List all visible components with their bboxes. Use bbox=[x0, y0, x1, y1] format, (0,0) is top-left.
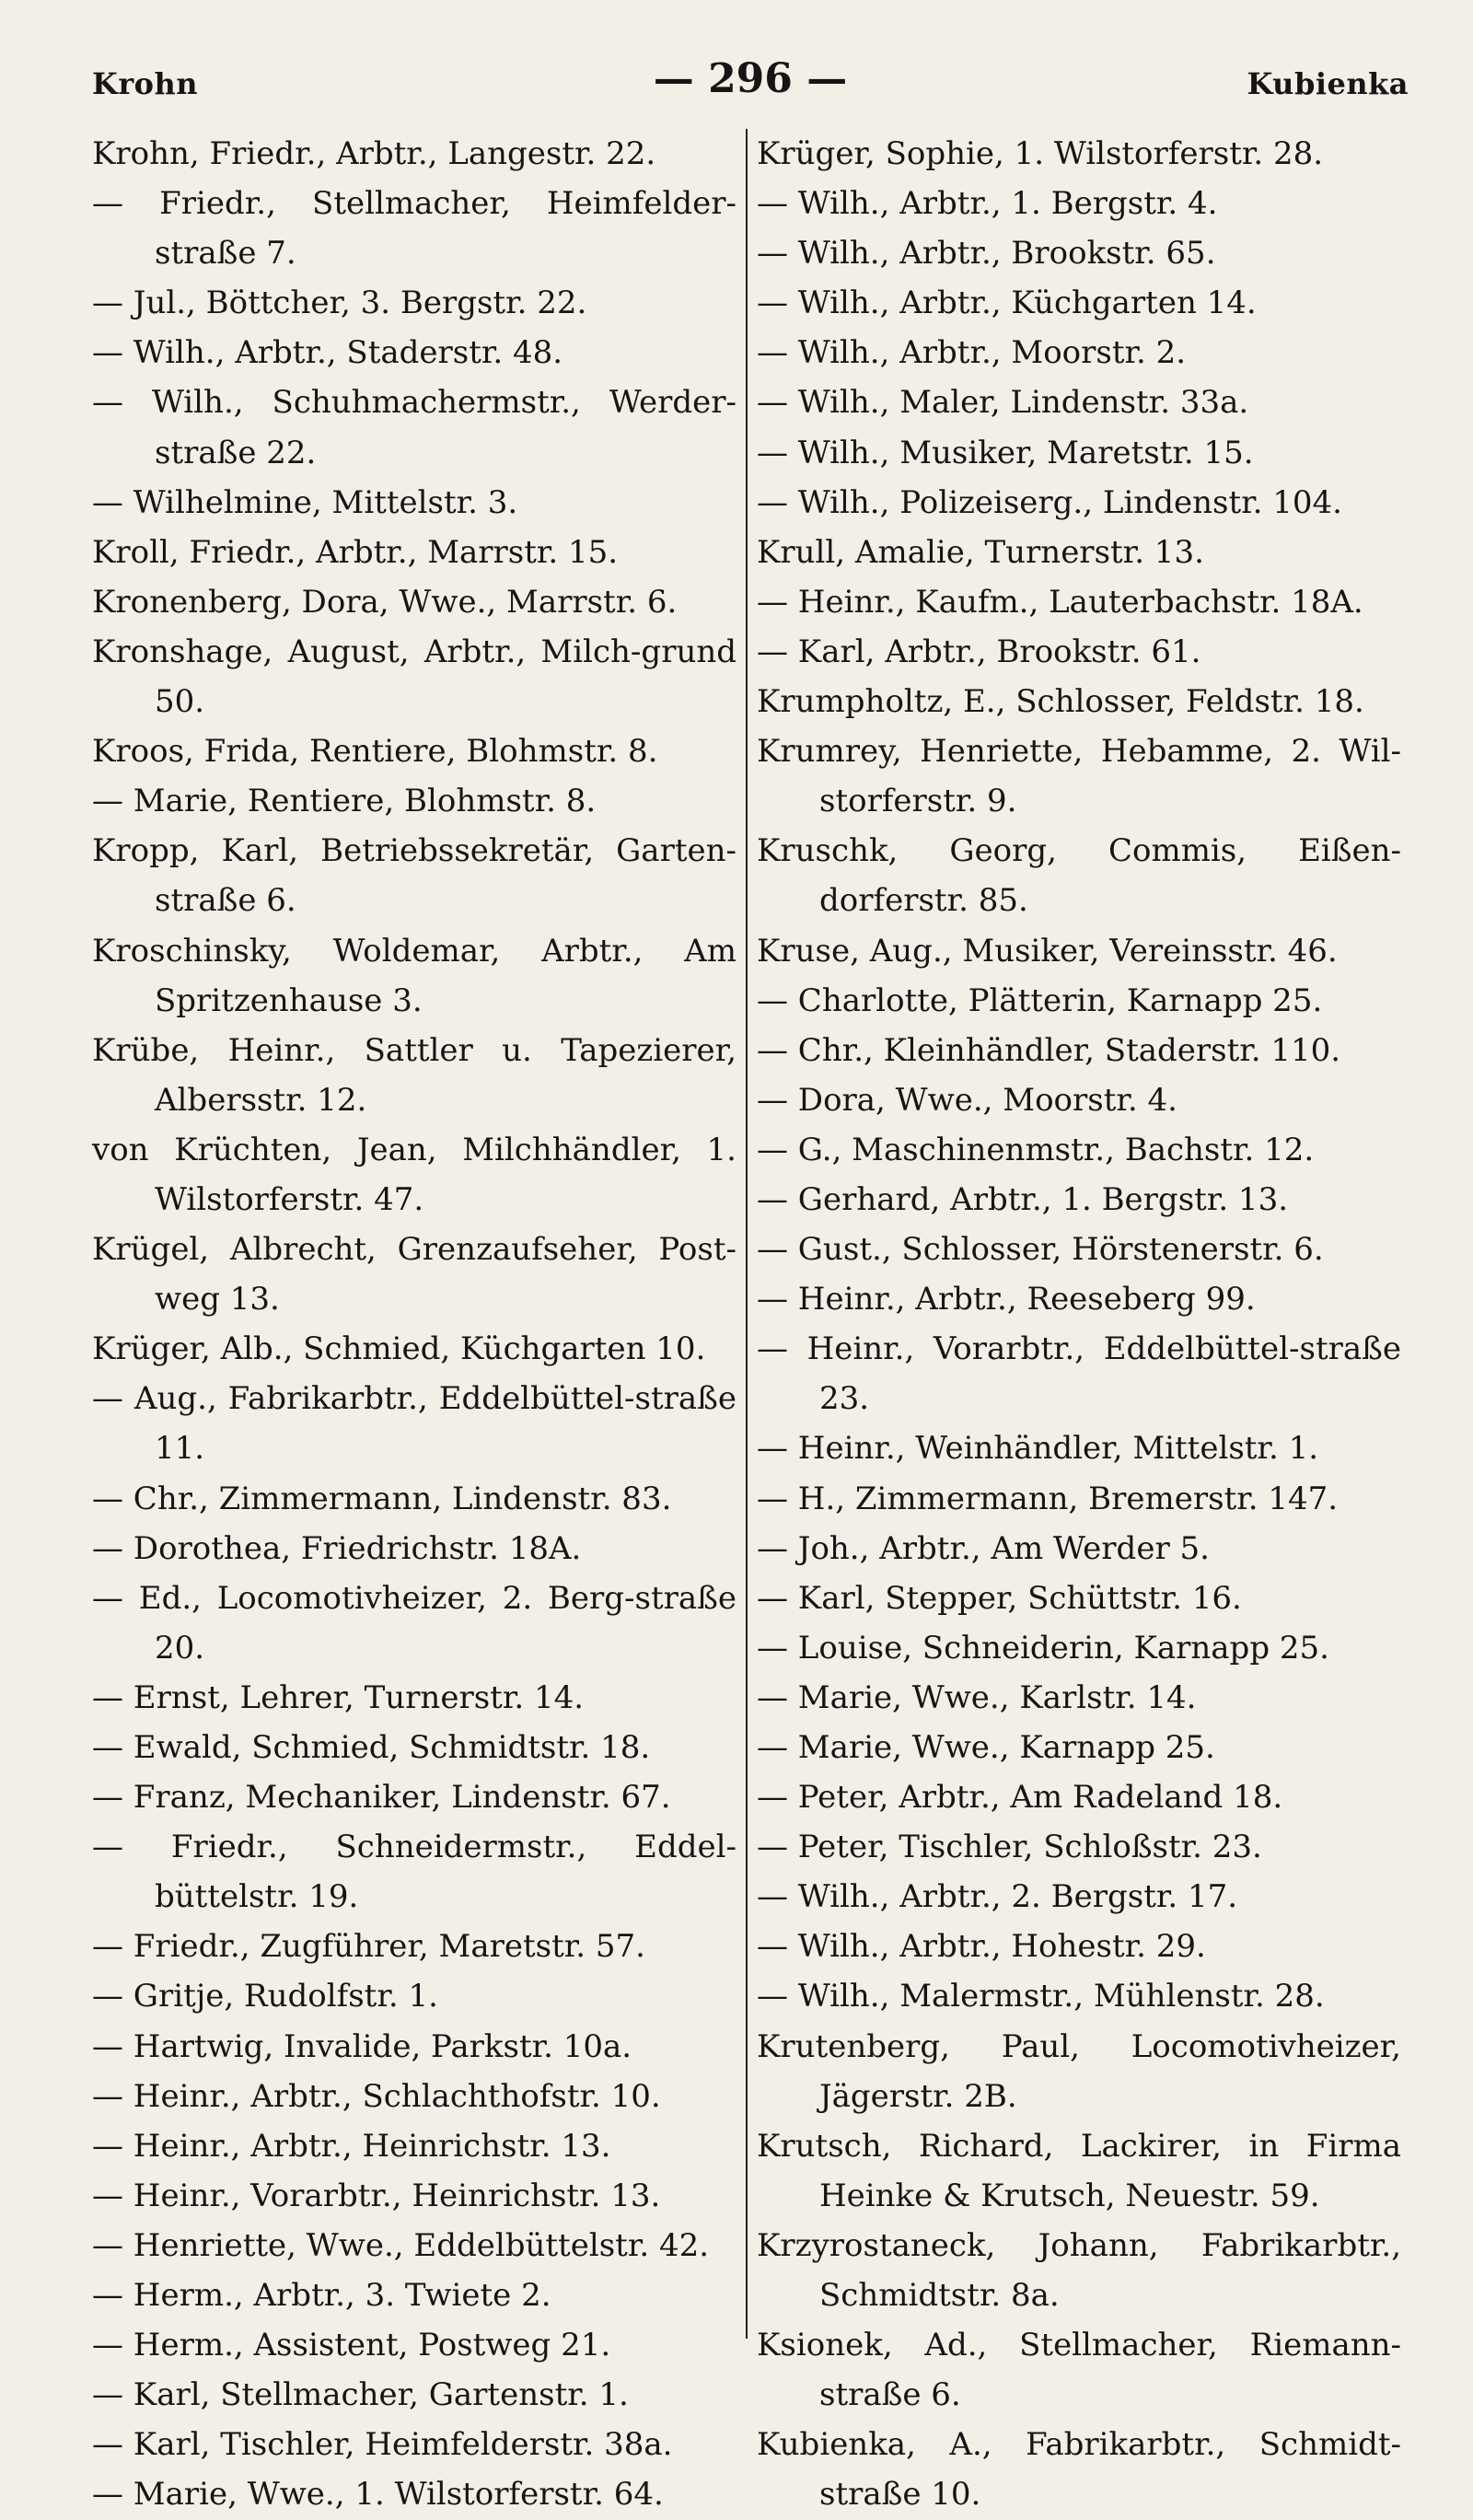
list-item: Krutenberg, Paul, Locomotivheizer, Jägerstr. 2B. bbox=[757, 2027, 1401, 2115]
list-item: — Karl, Stepper, Schüttstr. 16. bbox=[757, 1579, 1242, 1617]
list-item: — Gritje, Rudolfstr. 1. bbox=[92, 1978, 438, 2015]
list-item: Kronenberg, Dora, Wwe., Marrstr. 6. bbox=[92, 583, 678, 621]
list-item: — Chr., Kleinhändler, Staderstr. 110. bbox=[757, 1031, 1341, 1069]
list-item: — Dorothea, Friedrichstr. 18A. bbox=[92, 1529, 582, 1567]
list-item: — Wilh., Arbtr., Hohestr. 29. bbox=[757, 1928, 1206, 1966]
list-item: Kroschinsky, Woldemar, Arbtr., Am Spritzenhause 3. bbox=[92, 932, 736, 1019]
list-item: — Wilh., Arbtr., Küchgarten 14. bbox=[757, 285, 1257, 322]
list-item: Kruse, Aug., Musiker, Vereinsstr. 46. bbox=[757, 932, 1338, 970]
list-item: Krzyrostaneck, Johann, Fabrikarbtr., Schmidtstr. 8a. bbox=[757, 2226, 1401, 2315]
list-item: — Wilh., Polizeiserg., Lindenstr. 104. bbox=[757, 483, 1342, 521]
list-item: — Heinr., Kaufm., Lauterbachstr. 18A. bbox=[757, 583, 1363, 621]
directory-page bbox=[92, 55, 1409, 2514]
list-item: — Louise, Schneiderin, Karnapp 25. bbox=[757, 1629, 1329, 1666]
list-item: — H., Zimmermann, Bremerstr. 147. bbox=[757, 1480, 1339, 1517]
list-item: — Heinr., Arbtr., Heinrichstr. 13. bbox=[92, 2127, 611, 2165]
list-item: Krumpholtz, E., Schlosser, Feldstr. 18. bbox=[757, 683, 1364, 721]
right-column bbox=[757, 129, 1401, 2514]
list-item: — Jul., Böttcher, 3. Bergstr. 22. bbox=[92, 285, 587, 322]
list-item: Krutsch, Richard, Lackirer, in Firma Heinke & Krutsch, Neuestr. 59. bbox=[757, 2127, 1401, 2214]
list-item: — Aug., Fabrikarbtr., Eddelbüttel-straße 11. bbox=[92, 1380, 736, 1468]
list-item: Krügel, Albrecht, Grenzaufseher, Post-weg 13. bbox=[92, 1231, 736, 1318]
list-item: Kronshage, August, Arbtr., Milch-grund 50. bbox=[92, 633, 736, 721]
list-item: — Ewald, Schmied, Schmidtstr. 18. bbox=[92, 1729, 651, 1766]
list-item: — Charlotte, Plätterin, Karnapp 25. bbox=[757, 981, 1323, 1019]
list-item: — Chr., Zimmermann, Lindenstr. 83. bbox=[92, 1480, 672, 1517]
list-item: — Franz, Mechaniker, Lindenstr. 67. bbox=[92, 1779, 671, 1817]
list-item: — Friedr., Zugführer, Maretstr. 57. bbox=[92, 1928, 645, 1966]
list-item: — Marie, Wwe., Karlstr. 14. bbox=[757, 1678, 1197, 1716]
list-item: — Heinr., Weinhändler, Mittelstr. 1. bbox=[757, 1430, 1319, 1468]
list-item: Kroos, Frida, Rentiere, Blohmstr. 8. bbox=[92, 733, 658, 771]
list-item: Kropp, Karl, Betriebssekretär, Garten-straße 6. bbox=[92, 832, 736, 920]
list-item: — Karl, Arbtr., Brookstr. 61. bbox=[757, 633, 1201, 670]
list-item: — Dora, Wwe., Moorstr. 4. bbox=[757, 1081, 1177, 1119]
list-item: — Marie, Rentiere, Blohmstr. 8. bbox=[92, 783, 597, 820]
list-item: — Ed., Locomotivheizer, 2. Berg-straße 20. bbox=[92, 1579, 736, 1666]
list-item: — Herm., Assistent, Postweg 21. bbox=[92, 2327, 611, 2364]
list-item: — Wilh., Arbtr., Brookstr. 65. bbox=[757, 235, 1216, 273]
list-item: — Wilh., Arbtr., Staderstr. 48. bbox=[92, 334, 563, 372]
list-item: — Gust., Schlosser, Hörstenerstr. 6. bbox=[757, 1231, 1324, 1269]
list-item: Ksionek, Ad., Stellmacher, Riemann-straße 6. bbox=[757, 2327, 1401, 2414]
list-item: — Joh., Arbtr., Am Werder 5. bbox=[757, 1529, 1210, 1567]
list-item: — Friedr., Stellmacher, Heimfelder-straße 7. bbox=[92, 185, 736, 273]
list-item: — Gerhard, Arbtr., 1. Bergstr. 13. bbox=[757, 1180, 1289, 1218]
page-number: — 296 — bbox=[653, 55, 848, 102]
list-item: — Herm., Arbtr., 3. Twiete 2. bbox=[92, 2277, 551, 2315]
list-item: — Marie, Wwe., Karnapp 25. bbox=[757, 1729, 1215, 1766]
list-item: — Ernst, Lehrer, Turnerstr. 14. bbox=[92, 1678, 585, 1716]
column-divider bbox=[746, 129, 748, 2339]
list-item: — Friedr., Schneidermstr., Eddel-büttelstr. 19. bbox=[92, 1829, 736, 1916]
list-item: — Marie, Wwe., 1. Wilstorferstr. 64. bbox=[92, 2476, 664, 2514]
list-item: — Henriette, Wwe., Eddelbüttelstr. 42. bbox=[92, 2226, 710, 2264]
list-item: Krumrey, Henriette, Hebamme, 2. Wil-storferstr. 9. bbox=[757, 733, 1401, 820]
list-item: — Wilh., Arbtr., Moorstr. 2. bbox=[757, 334, 1187, 372]
list-item: Kroll, Friedr., Arbtr., Marrstr. 15. bbox=[92, 533, 619, 571]
list-item: — G., Maschinenmstr., Bachstr. 12. bbox=[757, 1131, 1315, 1168]
list-item: — Wilh., Musiker, Maretstr. 15. bbox=[757, 434, 1254, 471]
running-head-left: Krohn bbox=[92, 66, 199, 101]
list-item: — Wilh., Malermstr., Mühlenstr. 28. bbox=[757, 1978, 1325, 2015]
list-item: — Wilh., Arbtr., 2. Bergstr. 17. bbox=[757, 1878, 1238, 1916]
list-item: — Peter, Arbtr., Am Radeland 18. bbox=[757, 1779, 1283, 1817]
list-item: — Wilh., Maler, Lindenstr. 33a. bbox=[757, 384, 1249, 422]
list-item: Krull, Amalie, Turnerstr. 13. bbox=[757, 533, 1204, 571]
list-item: — Peter, Tischler, Schloßstr. 23. bbox=[757, 1829, 1262, 1866]
list-item: Kubienka, A., Fabrikarbtr., Schmidt-straße 10. bbox=[757, 2426, 1401, 2514]
list-item: — Wilh., Schuhmachermstr., Werder-straße 22. bbox=[92, 384, 736, 471]
list-item: Krüger, Sophie, 1. Wilstorferstr. 28. bbox=[757, 135, 1324, 172]
list-item: — Hartwig, Invalide, Parkstr. 10a. bbox=[92, 2027, 632, 2065]
list-item: — Wilhelmine, Mittelstr. 3. bbox=[92, 483, 518, 521]
list-item: — Heinr., Arbtr., Reeseberg 99. bbox=[757, 1281, 1256, 1318]
list-item: — Karl, Tischler, Heimfelderstr. 38a. bbox=[92, 2426, 673, 2464]
list-item: Krohn, Friedr., Arbtr., Langestr. 22. bbox=[92, 135, 656, 172]
list-item: von Krüchten, Jean, Milchhändler, 1. Wilstorferstr. 47. bbox=[92, 1131, 736, 1218]
list-item: Krübe, Heinr., Sattler u. Tapezierer, Albersstr. 12. bbox=[92, 1031, 736, 1119]
list-item: Kruschk, Georg, Commis, Eißen-dorferstr. 85. bbox=[757, 832, 1401, 920]
list-item: — Heinr., Vorarbtr., Heinrichstr. 13. bbox=[92, 2177, 661, 2214]
left-column bbox=[92, 129, 736, 2514]
running-head-right: Kubienka bbox=[1247, 66, 1409, 101]
list-item: — Heinr., Vorarbtr., Eddelbüttel-straße 23. bbox=[757, 1330, 1401, 1418]
directory-columns bbox=[92, 129, 1409, 2514]
list-item: Krüger, Alb., Schmied, Küchgarten 10. bbox=[92, 1330, 706, 1368]
list-item: — Wilh., Arbtr., 1. Bergstr. 4. bbox=[757, 185, 1218, 223]
list-item: — Karl, Stellmacher, Gartenstr. 1. bbox=[92, 2376, 629, 2414]
page-header bbox=[92, 55, 1409, 110]
list-item: — Heinr., Arbtr., Schlachthofstr. 10. bbox=[92, 2077, 661, 2115]
